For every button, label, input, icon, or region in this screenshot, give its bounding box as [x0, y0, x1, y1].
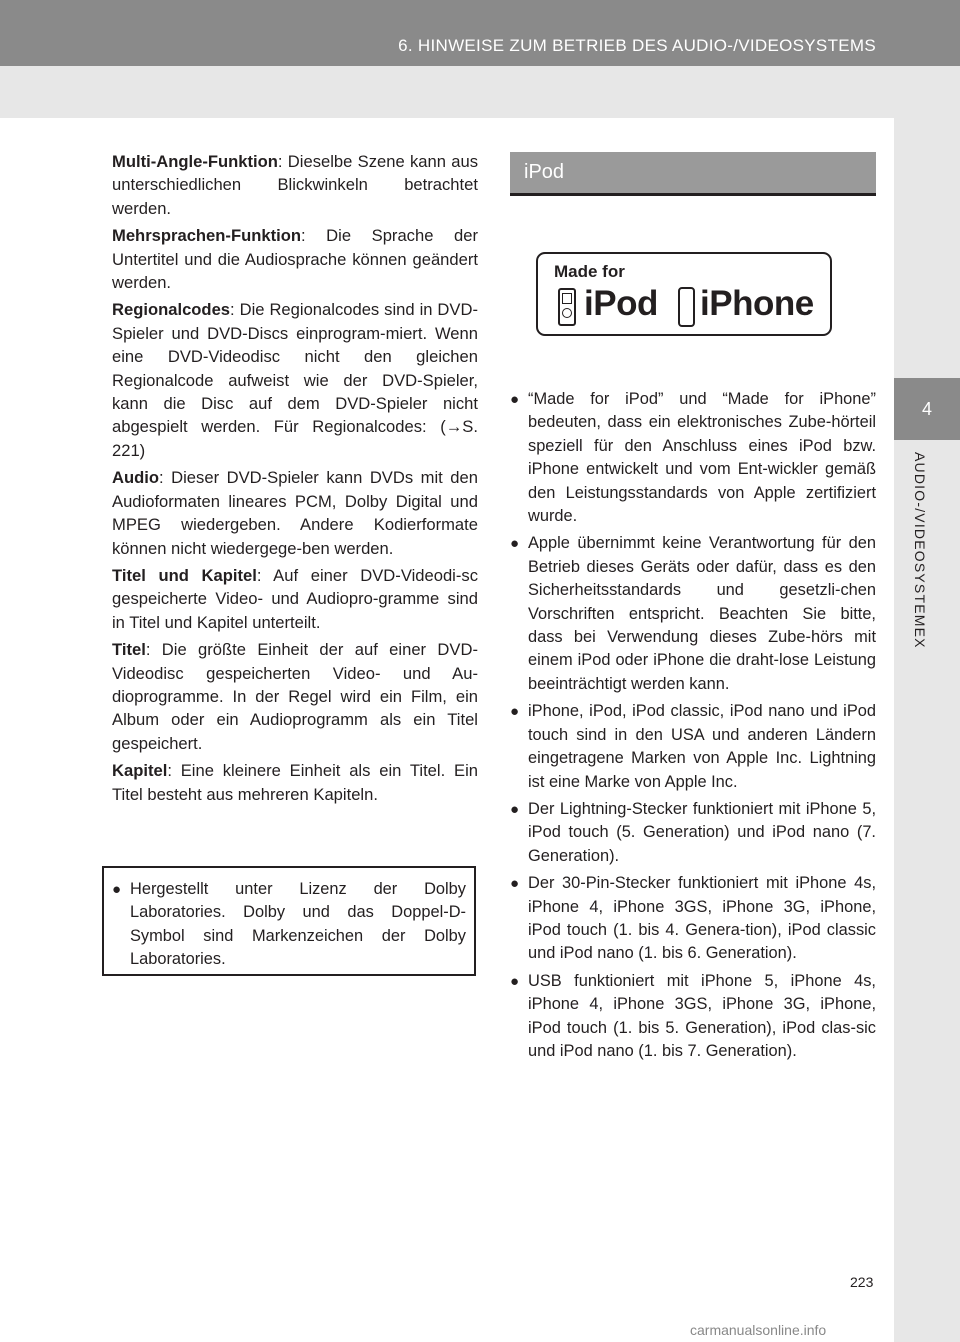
term: Mehrsprachen-Funktion: [112, 226, 301, 246]
ipod-icon: [558, 288, 576, 326]
running-header-title: 6. HINWEISE ZUM BETRIEB DES AUDIO-/VIDEOSYSTEMS: [398, 36, 876, 55]
definition: : Die größte Einheit der auf einer DVD-Videodisc gespeicherten Video- und Au-dioprogramme. In der Regel wird ein Film, ein Album oder ein Audioprogramm als ein Titel gespeichert.: [112, 640, 478, 753]
paragraph-titel-und-kapitel: [112, 564, 478, 634]
list-item: [510, 798, 876, 868]
definition: : Eine kleinere Einheit als ein Titel. Ein Titel besteht aus mehreren Kapiteln.: [112, 761, 478, 804]
list-item-text: iPhone, iPod, iPod classic, iPod nano und iPod touch sind in den USA und anderen Ländern eingetragene Marken von Apple Inc. Lightning ist eine Marke von Apple Inc.: [528, 702, 876, 791]
header-band: [0, 0, 960, 66]
list-item: [510, 872, 876, 966]
definition: : Auf einer DVD-Videodi-sc gespeicherte Video- und Audiopro-gramme sind in Titel und Kapitel unterteilt.: [112, 565, 478, 632]
watermark-text: carmanualsonline.info: [690, 1322, 827, 1338]
bullet-icon: ●: [510, 391, 520, 408]
definition: : Dieselbe Szene kann aus unterschiedlichen Blickwinkeln betrachtet werden.: [112, 152, 478, 218]
list-item-text: Der Lightning-Stecker funktioniert mit iPhone 5, iPod touch (5. Generation) und iPod nano (7. Generation).: [528, 799, 876, 865]
paragraph-titel: [112, 638, 478, 755]
made-for-ipod-iphone-badge: [536, 252, 832, 336]
list-item: [510, 388, 876, 528]
list-item: [510, 970, 876, 1064]
list-item-text: USB funktioniert mit iPhone 5, iPhone 4s, iPhone 4, iPhone 3GS, iPhone 3G, iPhone, iPod touch (1. bis 5. Generation), iPod clas-sic und iPod nano (1. bis 7. Generation).: [528, 971, 876, 1060]
left-column: [112, 150, 478, 810]
iphone-icon: [678, 287, 695, 327]
definition: : Dieser DVD-Spieler kann DVDs mit den Audioformaten lineares PCM, Dolby Digital und MPEG wiedergeben. Andere Kodierformate können nicht wiedergege-ben werden.: [112, 468, 478, 558]
paragraph-kapitel: [112, 759, 478, 806]
bullet-icon: ●: [510, 535, 520, 553]
bullet-icon: ●: [510, 800, 520, 818]
paragraph-multi-angle: [112, 150, 478, 220]
definition: : Die Sprache der Untertitel und die Audiosprache können geändert werden.: [112, 226, 478, 293]
note-text: Hergestellt unter Lizenz der Dolby Laboratories. Dolby und das Doppel-D-Symbol sind Markenzeichen der Dolby Laboratories.: [130, 880, 466, 969]
term: Audio: [112, 468, 160, 488]
page-number: 223: [850, 1274, 874, 1290]
term: Kapitel: [112, 761, 168, 781]
term: Multi-Angle-Funktion: [112, 152, 278, 171]
badge-iphone-text: iPhone: [700, 284, 814, 323]
badge-made-for-text: Made for: [554, 262, 625, 281]
list-item: [510, 700, 876, 794]
ipod-bullet-list: [510, 388, 876, 1063]
dolby-note-box: [102, 866, 476, 976]
definition: : Die Regionalcodes sind in DVD-Spieler und DVD-Discs einprogram-miert. Wenn eine DVD-Videodisc nicht den gleichen Regionalcode aufweist wie der DVD-Spieler, kann die Disc auf dem DVD-Spieler nicht abgespielt werden. Für Regionalcodes: (→S. 221): [112, 300, 478, 460]
term: Regionalcodes: [112, 300, 231, 320]
bullet-icon: ●: [510, 972, 520, 990]
list-item-text: “Made for iPod” und “Made for iPhone” bedeuten, dass ein elektronisches Zube-hörteil speziell für den Anschluss eines iPod bzw. iPhone entwickelt und vom Ent-wickler gemäß den Leistungsstandards von Apple zertifiziert wurde.: [528, 390, 876, 526]
bullet-icon: ●: [510, 703, 520, 721]
list-item-text: Apple übernimmt keine Verantwortung für den Betrieb dieses Geräts oder dafür, dass es den Sicherheitsstandards und gesetzli-chen Vorschriften entspricht. Beachten Sie bitte, dass bei Verwendung dieses Zube-hörs mit einem iPod oder iPhone die draht-lose Leistung beeinträchtigt werden kann.: [528, 534, 876, 693]
chapter-number-box: 4: [894, 378, 960, 440]
paragraph-regionalcodes: [112, 298, 478, 462]
term: Titel und Kapitel: [112, 565, 257, 585]
chapter-label: AUDIO-/VIDEOSYSTEMEX: [912, 452, 928, 649]
term: Titel: [112, 640, 146, 660]
section-heading-ipod: iPod: [510, 152, 876, 196]
paragraph-mehrsprachen: [112, 224, 478, 294]
side-tab-strip: [894, 118, 960, 1342]
paragraph-audio: [112, 466, 478, 560]
list-item-text: Der 30-Pin-Stecker funktioniert mit iPhone 4s, iPhone 4, iPhone 3GS, iPhone 3G, iPhone, iPod touch (1. bis 4. Genera-tion), iPod classic und iPod nano (1. bis 6. Generation).: [528, 874, 876, 963]
list-item: [510, 532, 876, 696]
header-sub-band: [0, 66, 960, 118]
bullet-icon: ●: [112, 881, 122, 898]
right-column: [510, 152, 876, 1067]
bullet-icon: ●: [510, 875, 520, 893]
badge-ipod-text: iPod: [584, 284, 658, 323]
note-item: [112, 878, 466, 972]
